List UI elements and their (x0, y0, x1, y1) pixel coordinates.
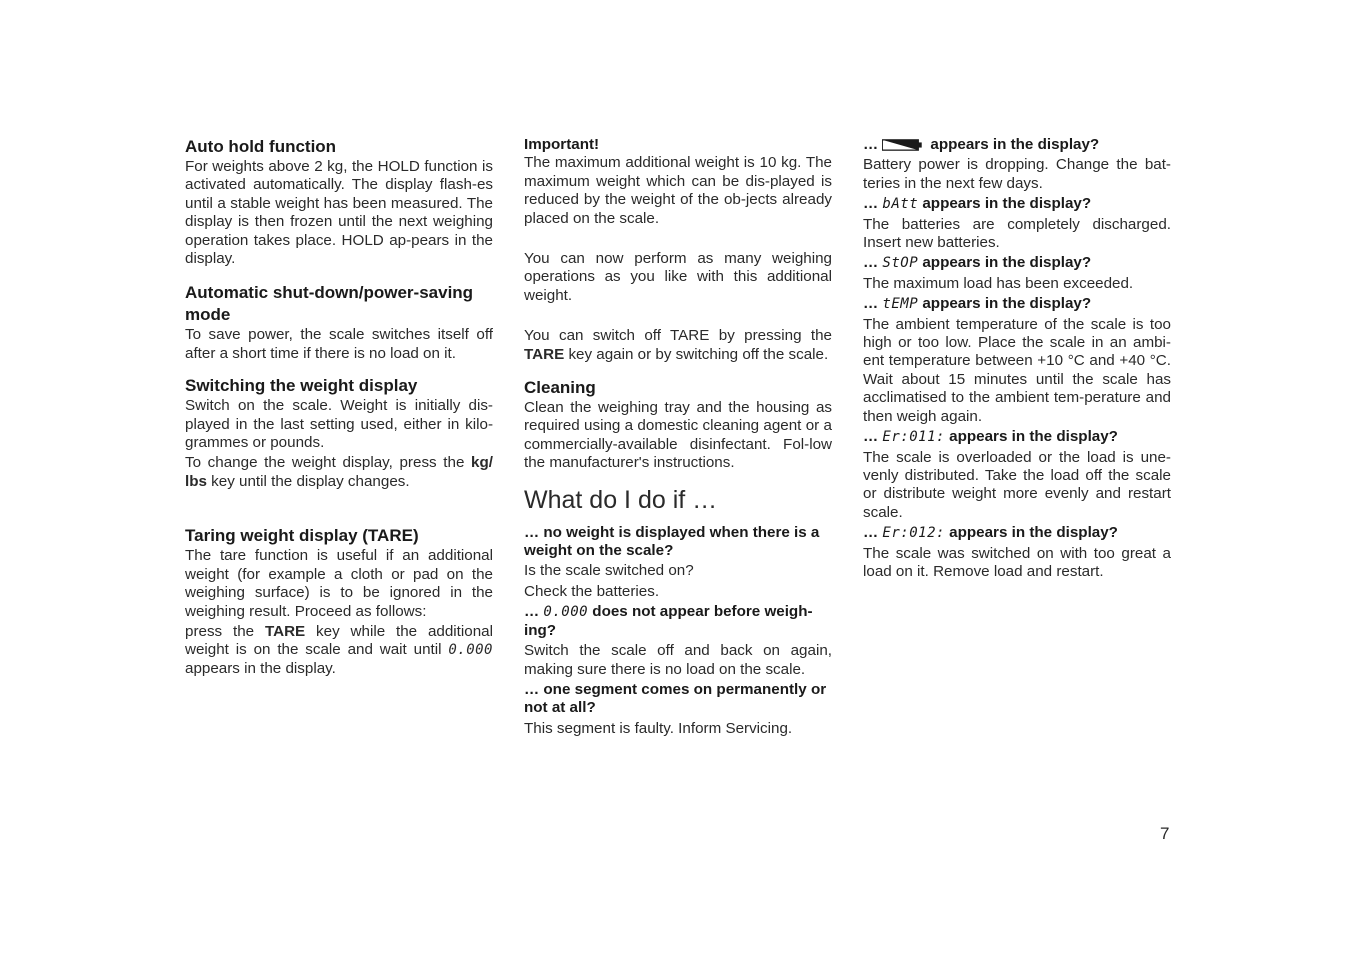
column-1 (185, 136, 493, 678)
auto-hold-body: For weights above 2 kg, the HOLD function is activated automatically. The display flash-es until a stable weight has been measured. The display is then frozen until the next weighing operation takes place. HOLD ap-pears in the display. (185, 158, 493, 268)
q-segment-body: This segment is faulty. Inform Servicing. (524, 719, 793, 737)
switching-body-2-text: To change the weight display, press the (185, 454, 472, 472)
q-batt-heading-post: appears in the display? (918, 195, 1092, 213)
q-battery-low-heading (863, 136, 1171, 154)
q-stop-heading (863, 254, 1171, 272)
q-er011-heading (863, 428, 1171, 446)
q-no-weight-heading: … no weight is displayed when there is a weight on the scale? (524, 523, 820, 560)
battery-low-icon (882, 139, 922, 151)
taring-heading: Taring weight display (TARE) (185, 526, 419, 546)
q-batt-heading-pre: … (863, 195, 883, 213)
q-er011-heading-post: appears in the display? (944, 428, 1118, 446)
q-temp-heading-post: appears in the display? (918, 295, 1092, 313)
switching-body-1: Switch on the scale. Weight is initially dis-played in the last setting used, either in kilo-grammes or pounds. (185, 397, 493, 452)
q-battery-low-heading-pre: … (863, 136, 879, 153)
lcd-zero-display: 0.000 (448, 642, 493, 659)
q-temp-heading-pre: … (863, 295, 883, 313)
q-er012-body: The scale was switched on with too great a load on it. Remove load and restart. (863, 544, 1171, 580)
q-zero-heading (524, 603, 832, 640)
switch-off-tare-para (524, 327, 832, 364)
q-stop-body: The maximum load has been exceeded. (863, 274, 1134, 292)
q-segment-heading: … one segment comes on permanently or not at all? (524, 680, 827, 717)
many-operations-para: You can now perform as many weighing operations as you like with this additional weight. (524, 250, 832, 304)
q-er011-body: The scale is overloaded or the load is une-venly distributed. Take the load off the scale or distribute weight more evenly and restart scale. (863, 448, 1171, 521)
auto-hold-heading: Auto hold function (185, 137, 337, 156)
taring-body-2 (185, 623, 493, 678)
switch-off-tare-text: You can switch off TARE by pressing the (524, 327, 832, 345)
q-stop-heading-pre: … (863, 254, 883, 272)
q-stop-heading-post: appears in the display? (918, 254, 1092, 272)
lcd-er011-display: Er:011: (882, 429, 945, 446)
q-no-weight-line-2: Check the batteries. (524, 582, 660, 600)
column-3 (863, 136, 1171, 581)
lcd-temp-display: tEMP (882, 296, 919, 313)
switching-body-2-end: key until the display changes. (206, 472, 410, 490)
lcd-zero-display-2: 0.000 (543, 604, 589, 621)
q-temp-body: The ambient temperature of the scale is too high or too low. Place the scale in an ambi-ent temperature between +10 °C and +40 °C. Wait about 15 minutes until the scale has acclimatised to the ambient tem-perature and then weigh again. (863, 315, 1171, 425)
switching-body-2 (185, 454, 493, 491)
q-zero-body: Switch the scale off and back on again, making sure there is no load on the scale. (524, 642, 832, 678)
important-body: The maximum additional weight is 10 kg. The maximum weight which can be dis-played is reduced by the weight of the ob-jects already placed on the scale. (524, 154, 832, 227)
q-battery-low-heading-post: appears in the display? (926, 136, 1100, 153)
taring-body-2-text: press the (185, 622, 265, 640)
column-2 (524, 136, 832, 738)
what-do-i-do-title: What do I do if … (524, 485, 718, 514)
taring-body-2-end: appears in the display. (185, 659, 336, 677)
q-batt-body: The batteries are completely discharged. Insert new batteries. (863, 215, 1171, 252)
switching-heading: Switching the weight display (185, 376, 418, 396)
lcd-er012-display: Er:012: (882, 525, 945, 542)
taring-body-2-mid: key while the additional weight is on the scale and wait until (185, 622, 493, 659)
q-temp-heading (863, 295, 1171, 313)
q-batt-heading (863, 195, 1171, 213)
switch-off-tare-end: key again or by switching off the scale. (564, 345, 829, 363)
q-er012-heading (863, 524, 1171, 542)
auto-shutdown-heading: Automatic shut-down/power-saving mode (185, 283, 474, 325)
q-er012-heading-pre: … (863, 524, 883, 542)
page-number: 7 (1160, 824, 1170, 843)
q-zero-heading-pre: … (524, 603, 544, 621)
taring-body-1: The tare function is useful if an additional weight (for example a cloth or pad on the weighing surface) is to be ignored in the weighing result. Proceed as follows: (185, 547, 493, 620)
cleaning-heading: Cleaning (524, 378, 596, 398)
important-heading: Important! (524, 136, 600, 153)
q-er011-heading-pre: … (863, 428, 883, 446)
q-no-weight-line-1: Is the scale switched on? (524, 561, 694, 579)
q-battery-low-body: Battery power is dropping. Change the bat-teries in the next few days. (863, 156, 1171, 192)
q-zero-heading-post: does not appear before weigh-ing? (524, 603, 813, 639)
tare-key-label-2: TARE (524, 345, 565, 363)
lcd-batt-display: bAtt (882, 196, 919, 213)
lcd-stop-display: StOP (882, 255, 919, 272)
tare-key-label: TARE (264, 622, 306, 640)
kg-lbs-key-label: kg/ lbs (185, 454, 493, 490)
cleaning-body: Clean the weighing tray and the housing as required using a domestic cleaning agent or a commercially-available disinfectant. Fol-low the manufacturer's instructions. (524, 399, 832, 472)
auto-shutdown-body: To save power, the scale switches itself off after a short time if there is no load on it. (185, 326, 493, 362)
q-er012-heading-post: appears in the display? (944, 524, 1118, 542)
